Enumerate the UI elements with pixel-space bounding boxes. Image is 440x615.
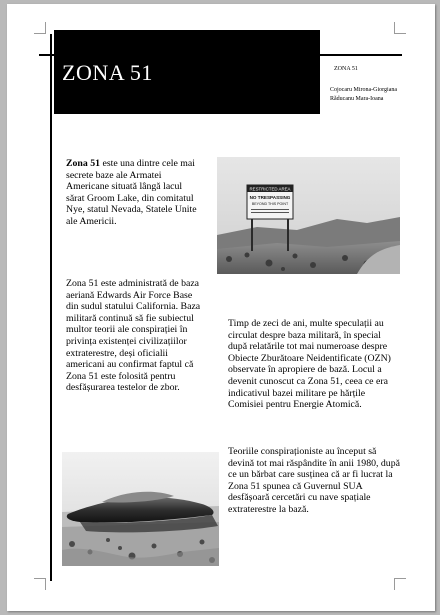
author-2: Răducanu Mara-Ioana: [330, 96, 384, 102]
author-1: Cojocaru Mirona-Giorgiana: [330, 87, 398, 93]
paragraph-intro: [66, 158, 202, 228]
intro-lead: Zona 51: [66, 158, 101, 169]
header-rule: [39, 54, 402, 56]
restricted-area-photo: [217, 157, 400, 274]
crop-mark-top-right: [394, 33, 406, 34]
ufo-crash-illustration: [62, 452, 219, 566]
sign-line-3: BEYOND THIS POINT: [251, 202, 289, 206]
crop-mark-bottom-left: [45, 578, 46, 590]
sign-line-1: RESTRICTED AREA: [249, 186, 291, 192]
restricted-area-illustration: [217, 157, 400, 274]
margin-rule: [50, 34, 52, 581]
ufo-crash-photo: [62, 452, 219, 566]
intro-text: este una dintre cele mai secrete baze ale Armatei Americane situată lângă lacul sărat Groom Lake, din comitatul Nye, statul Nevada, Statele Unite ale Americii.: [66, 158, 197, 227]
running-title: ZONA 51: [334, 66, 358, 72]
paragraph-administration: Zona 51 este administrată de baza aeriană Edwards Air Force Base din sudul statului California. Baza militară continuă să fie subiectul multor teorii ale conspirației în privința existenței civilizațiilor extraterestre, deși oficialii americani au confirmat faptul că Zona 51 este folosită pentru desfășurarea testelor de zbor.: [66, 278, 201, 394]
paragraph-conspiracy: Teoriile conspiraționiste au început să devină tot mai răspândite în anii 1980, după ce un bărbat care susținea că ar fi lucrat la Zona 51 spunea că Guvernul SUA desfășoară cercetări cu nave spațiale extraterestre la bază.: [228, 446, 400, 515]
crop-mark-bottom-right: [394, 578, 395, 590]
crop-mark-top-right: [394, 22, 395, 34]
sign-line-2: NO TRESPASSING: [249, 195, 291, 200]
crop-mark-bottom-right: [394, 578, 406, 579]
crop-mark-top-left: [45, 22, 46, 34]
paragraph-speculations: Timp de zeci de ani, multe speculații au circulat despre baza militară, în special după relatările tot mai numeroase despre Obiecte Zburătoare Neidentificate (OZN) observate în apropiere de bază. Locul a devenit cunoscut ca Zona 51, ceea ce era indicativul bazei militare pe hărțile Comisiei pentru Energie Atomică.: [228, 318, 391, 411]
page-title: ZONA 51: [62, 60, 153, 85]
